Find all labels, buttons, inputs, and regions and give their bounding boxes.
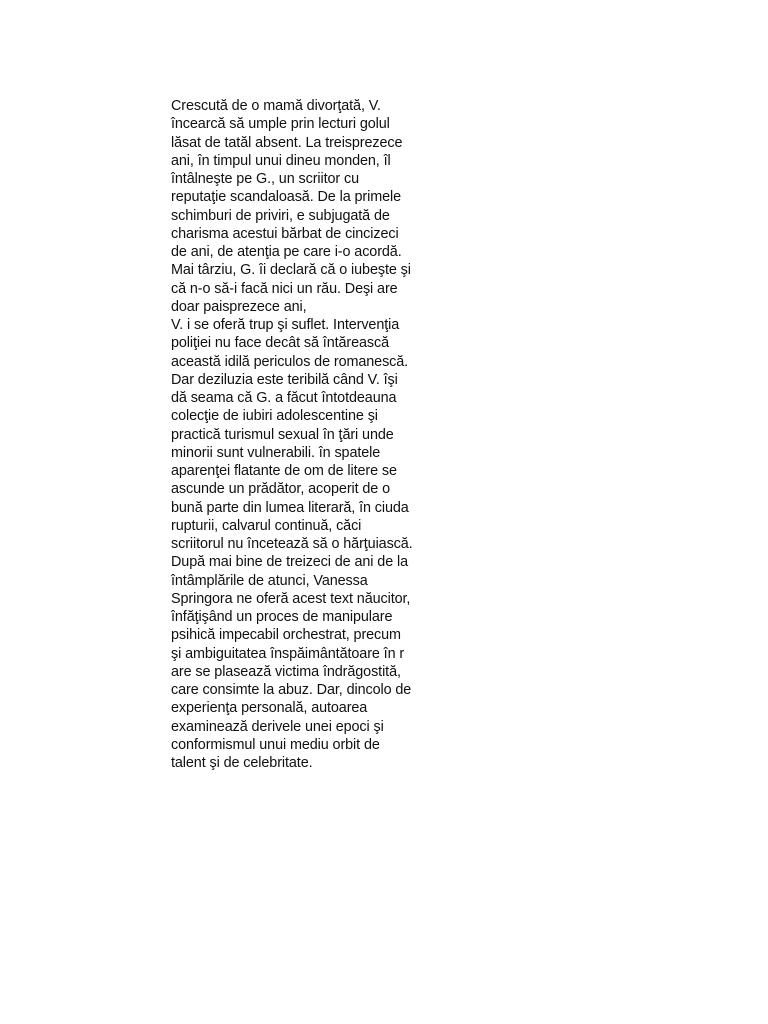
text-line: Mai târziu, G. îi declară că o iubeşte şi — [171, 262, 411, 279]
text-line: scriitorul nu încetează să o hărţuiască. — [171, 536, 413, 552]
text-line: ascunde un prădător, acoperit de o — [171, 481, 391, 498]
text-line: schimburi de priviri, e subjugată de — [171, 207, 390, 224]
text-line: înfăţişând un proces de manipulare — [171, 609, 393, 625]
text-line: întâlneşte pe G., un scriitor cu — [171, 171, 359, 187]
text-line: experienţa personală, autoarea — [171, 700, 368, 717]
text-line: doar paisprezece ani, — [171, 298, 307, 315]
text-line: Dar deziluzia este teribilă când V. îşi — [171, 371, 398, 388]
book-description-paragraph — [171, 97, 441, 772]
text-line: de ani, de atenţia pe care i-o acordă. — [171, 244, 402, 260]
text-line: După mai bine de treizeci de ani de la — [171, 554, 408, 571]
text-line: examinează derivele unei epoci şi — [171, 718, 384, 735]
text-line: dă seama că G. a făcut întotdeauna — [171, 390, 397, 406]
text-line: practică turismul sexual în ţări unde — [171, 426, 394, 443]
text-line: V. i se oferă trup şi suflet. Intervenţia — [171, 317, 400, 333]
text-line: întâmplările de atunci, Vanessa — [171, 572, 368, 589]
text-line: Springora ne oferă acest text năucitor, — [171, 590, 411, 607]
text-line: are se plasează victima îndrăgostită, — [171, 663, 401, 680]
text-line: colecţie de iubiri adolescentine şi — [171, 408, 378, 425]
text-line: bună parte din lumea literară, în ciuda — [171, 499, 409, 516]
text-line: psihică impecabil orchestrat, precum — [171, 627, 401, 644]
text-line: ani, în timpul unui dineu monden, îl — [171, 152, 391, 169]
text-line: şi ambiguitatea înspăimântătoare în r — [171, 645, 405, 662]
text-line: poliţiei nu face decât să întărească — [171, 335, 389, 352]
text-line: lăsat de tatăl absent. La treisprezece — [171, 134, 403, 151]
text-line: reputaţie scandaloasă. De la primele — [171, 189, 401, 206]
text-line: rupturii, calvarul continuă, căci — [171, 517, 362, 534]
text-line: încearcă să umple prin lecturi golul — [171, 116, 390, 133]
text-line: aparenţei flatante de om de litere se — [171, 463, 397, 479]
text-line: că n-o să-i facă nici un rău. Deşi are — [171, 280, 398, 297]
text-line: conformismul unui mediu orbit de — [171, 736, 380, 753]
text-line: această idilă periculos de romanescă. — [171, 353, 409, 370]
text-line: care consimte la abuz. Dar, dincolo de — [171, 682, 412, 698]
text-line: talent şi de celebritate. — [171, 755, 313, 771]
text-line: Crescută de o mamă divorţată, V. — [171, 98, 381, 114]
text-line: charisma acestui bărbat de cincizeci — [171, 225, 399, 242]
text-line: minorii sunt vulnerabili. în spatele — [171, 444, 381, 461]
